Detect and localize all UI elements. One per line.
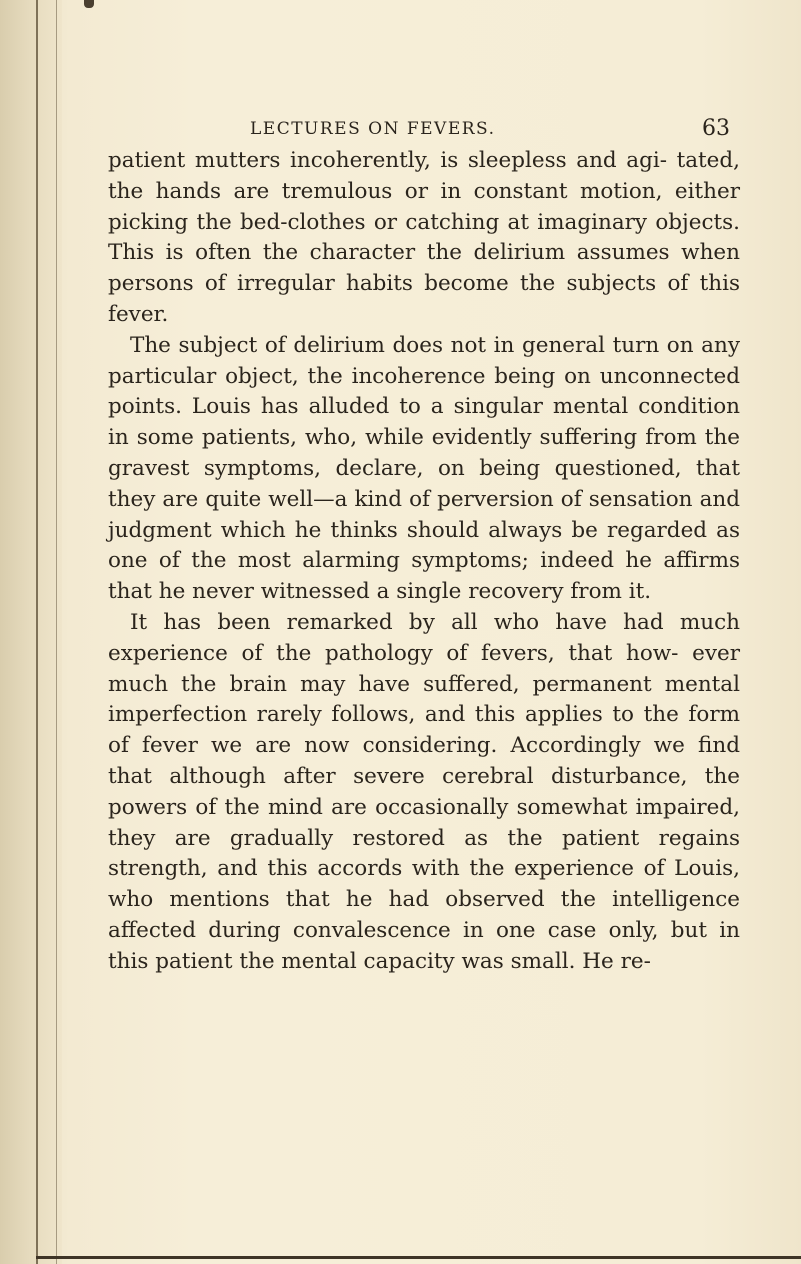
binding-edge-inner: [56, 0, 57, 1264]
running-head-title: LECTURES ON FEVERS.: [250, 119, 496, 139]
paragraph-1: patient mutters incoherently, is sleepless and agi- tated, the hands are tremulous or in constant motion, either picking the bed-clothes or catching at imaginary objects. This is often the character the delirium assumes when persons of irregular habits become the subjects of this fever.: [108, 148, 740, 327]
paragraph-3: It has been remarked by all who have had much experience of the pathology of fevers, that how- ever much the brain may have suffered, permanent mental imperfection rarely follows, and this applies to the form of fever we are now considering. Accordingly we find that although after severe cerebral disturbance, the powers of the mind are occasionally somewhat impaired, they are gradually restored as the patient regains strength, and this accords with the experience of Louis, who mentions that he had observed the intelligence affected during convalescence in one case only, but in this patient the mental capacity was small. He re-: [108, 609, 740, 974]
page-number: 63: [702, 116, 730, 141]
page-bottom-edge: [36, 1256, 801, 1259]
paragraph-2: The subject of delirium does not in general turn on any particular object, the incoherence being on unconnected points. Louis has alluded to a singular mental condition in some patients, who, while evidently suffering from the gravest symptoms, declare, on being questioned, that they are quite well—a kind of perversion of sensation and judgment which he thinks should always be regarded as one of the most alarming symptoms; indeed he affirms that he never witnessed a single recovery from it.: [108, 332, 740, 605]
page-gutter: [0, 0, 62, 1264]
body-text: [108, 146, 740, 978]
ink-mark: [84, 0, 94, 8]
binding-edge: [36, 0, 38, 1264]
